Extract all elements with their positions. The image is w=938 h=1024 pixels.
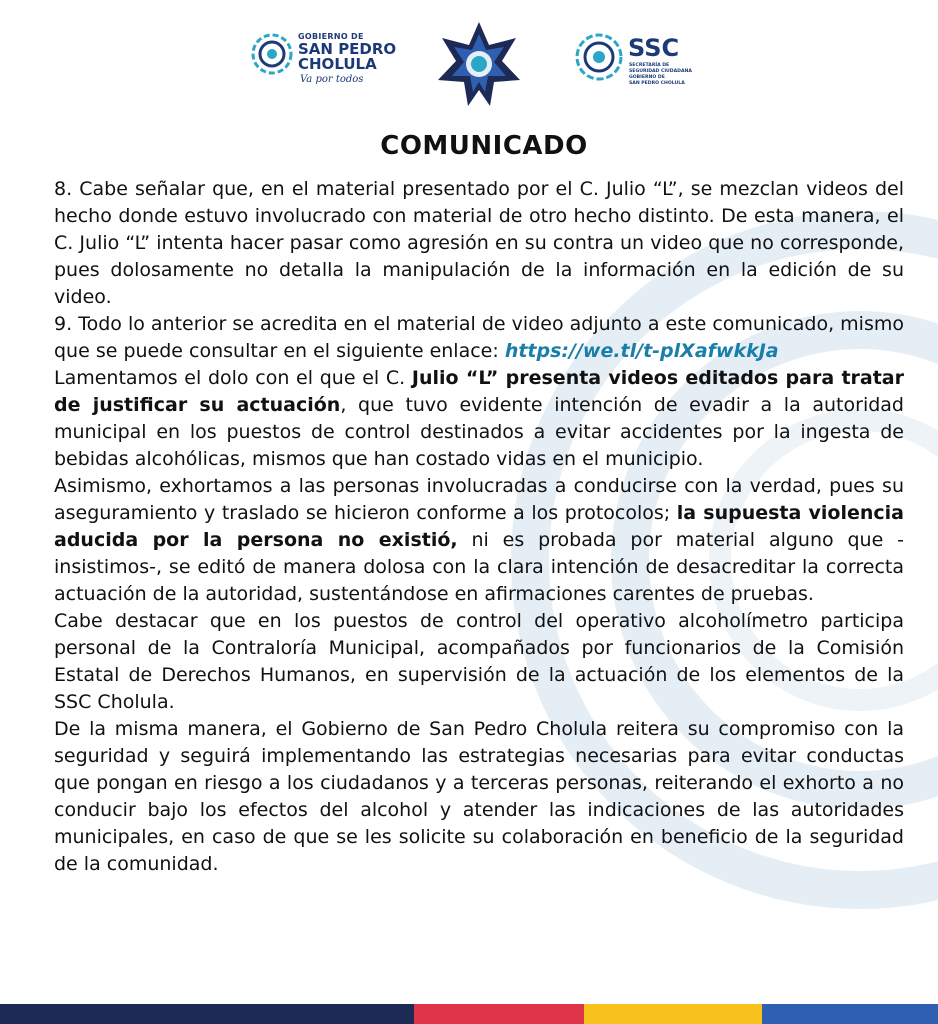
logo-slogan: Va por todos (300, 74, 364, 85)
ssc-sub-line: SEGURIDAD CIUDADANA (629, 69, 692, 74)
footer-stripe-blue (762, 1004, 938, 1024)
text-span: , que tuvo evidente intención de evadir a la autoridad municipal en los puestos de control destinados a evitar accidentes por la ingesta de bebidas alcohólicas, mismos que han costado vidas en el municipio. (54, 394, 904, 470)
ssc-name: SSC (628, 34, 680, 62)
footer-stripe-red (414, 1004, 584, 1024)
cholula-emblem-icon (250, 32, 294, 76)
ssc-emblem-icon (574, 32, 624, 82)
ssc-logo (574, 30, 714, 92)
page-title: COMUNICADO (380, 131, 588, 161)
paragraph-9-text: 9. Todo lo anterior se acredita en el material de video adjunto a este comunicado, mismo que se puede consultar en el siguiente enlace: (54, 313, 904, 362)
text-span: Asimismo, exhortamos a las personas involucradas a conducirse con la verdad, pues su aseguramiento y traslado se hicieron conforme a los protocolos; (54, 475, 904, 524)
logo-line-san-pedro: SAN PEDRO (298, 40, 397, 58)
ssc-sub-line: GOBIERNO DE (629, 75, 665, 80)
text-span: Lamentamos el dolo con el que el C. (54, 367, 412, 389)
footer-color-bar (0, 1004, 938, 1024)
paragraph-lamentamos (54, 365, 904, 473)
ssc-sub-line: SAN PEDRO CHOLULA (629, 81, 685, 86)
san-pedro-cholula-logo (248, 30, 398, 92)
ssc-subtitle (629, 63, 709, 87)
paragraph-cabe-destacar: Cabe destacar que en los puestos de control del operativo alcoholímetro participa personal de la Contraloría Municipal, acompañados por funcionarios de la Comisión Estatal de Derechos Humanos, en supervisión de la actuación de los elementos de la SSC Cholula. (54, 610, 904, 713)
ssc-sub-line: SECRETARÍA DE (629, 63, 670, 68)
logo-line-cholula: CHOLULA (298, 55, 377, 73)
bold-span: la supuesta violencia aducida por la persona no existió, (54, 502, 904, 551)
police-badge-icon (436, 20, 522, 106)
video-link[interactable]: https://we.tl/t-plXafwkkJa (504, 340, 779, 362)
logo-line-gobierno: GOBIERNO DE (298, 32, 364, 41)
paragraph-9 (54, 311, 904, 365)
text-span: ni es probada por material alguno que -insistimos-, se editó de manera dolosa con la clara intención de desacreditar la correcta actuación de la autoridad, sustentándose en afirmaciones carentes de pruebas. (54, 529, 904, 605)
header (0, 0, 938, 110)
footer-stripe-yellow (584, 1004, 762, 1024)
paragraph-de-la-misma: De la misma manera, el Gobierno de San Pedro Cholula reitera su compromiso con la seguridad y seguirá implementando las estrategias necesarias para evitar conductas que pongan en riesgo a los ciudadanos y a terceras personas, reiterando el exhorto a no conducir bajo los efectos del alcohol y atender las indicaciones de las autoridades municipales, en caso de que se les solicite su colaboración en beneficio de la seguridad de la comunidad. (54, 718, 904, 875)
paragraph-8: 8. Cabe señalar que, en el material presentado por el C. Julio “L”, se mezclan videos del hecho donde estuvo involucrado con material de otro hecho distinto. De esta manera, el C. Julio “L” intenta hacer pasar como agresión en su contra un video que no corresponde, pues dolosamente no detalla la manipulación de la información en la edición de su video. (54, 178, 904, 308)
bold-span: Julio “L” presenta videos editados para tratar de justificar su actuación (54, 367, 904, 416)
footer-stripe-navy (0, 1004, 414, 1024)
paragraph-asimismo (54, 473, 904, 608)
communique-body (54, 176, 904, 878)
